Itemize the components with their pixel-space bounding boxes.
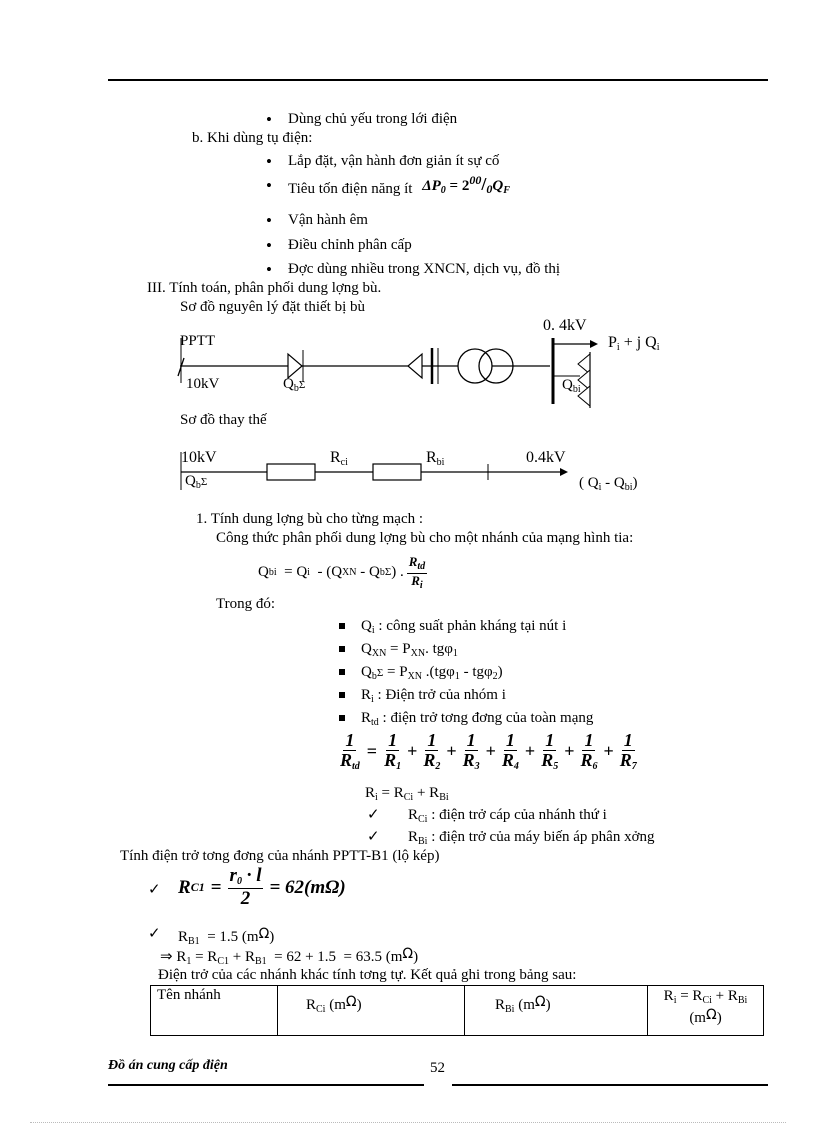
check-icon: ✓ — [148, 880, 161, 898]
bullet-quiet: • Vận hành êm — [288, 212, 368, 229]
footer-title: Đồ án cung cấp điện — [108, 1058, 228, 1073]
equiv-10kv-label: 10kV — [181, 449, 217, 466]
schema-title: Sơ đồ nguyên lý đặt thiết bị bù — [180, 299, 366, 315]
bullet-stepwise: • Điều chỉnh phân cấp — [288, 237, 412, 254]
results-table — [150, 985, 764, 1036]
check-icon: ✓ — [367, 805, 380, 823]
schema-qbi-label: $Q_{bi}$ — [562, 377, 581, 395]
rc1-formula: R C1 = $\frac{r_0 \cdot l}{2}$ = 62(mΩ) — [178, 865, 346, 909]
bullet-widely-used: • Đợc dùng nhiều trong XNCN, dịch vụ, đồ thị — [288, 261, 560, 278]
header-rule — [108, 79, 768, 81]
section-b-heading: b. Khi dùng tụ điện: — [192, 130, 313, 146]
schema-load-label: $P_i + j$ $Q_i$ — [608, 334, 660, 353]
rtd-reciprocal-formula: $\frac{1}{R_{td}}$ = $\frac{1}{R_1}$ + $\frac{1}{R_2}$ + $\frac{1}{R_3}$ + $\frac{1}{R_4}$ + $\frac{1}{R_5}$ + $\frac{1}{R_6}$ + $\frac{1}{R_7}$ — [340, 730, 637, 772]
header-rbi: $R_{Bi}$ (mΩ) — [465, 986, 648, 1036]
rb1-value: $R_{B1} = 1.5$ (mΩ) — [178, 926, 275, 947]
r1-result: ⇒ $R_1 = R_{C1} + R_{B1} = 62 + 1.5 = 63.5$ (mΩ) — [160, 946, 419, 967]
rbi-definition: $R_{Bi}$ : điện trở của máy biến áp phân xởng — [408, 829, 655, 847]
equiv-output-label: ( $Q_i - Q_{bi}$) — [579, 475, 638, 493]
table-header-row — [151, 986, 764, 1036]
bullet-install: • Lắp đặt, vận hành đơn giản ít sự cố — [288, 153, 499, 170]
equiv-rbi-label: $R_{bi}$ — [426, 449, 445, 468]
footer-rule-right — [452, 1084, 768, 1086]
equiv-qb-label: $Q_b\Sigma$ — [185, 473, 208, 491]
section-iii-heading: III. Tính toán, phân phối dung lợng bù. — [147, 280, 382, 296]
def-qi: $Q_i$ : công suất phản kháng tại nút i — [361, 618, 567, 636]
schema-pptt-label: PPTT — [180, 333, 216, 349]
header-branch-name: Tên nhánh — [151, 986, 278, 1036]
rci-definition: $R_{Ci}$ : điện trở cáp của nhánh thứ i — [408, 807, 607, 825]
schema-10kv-label: 10kV — [186, 376, 220, 392]
def-qbsigma: $Q_b\Sigma = P_{XN}$ .(tgφ$_1$ - tgφ$_2$) — [361, 664, 503, 682]
bullet-main-use: • Dùng chủ yếu trong lới điện — [288, 111, 457, 128]
implies-arrow-icon: ⇒ — [160, 947, 173, 965]
def-rtd: $R_{td}$ : điện trở tơng đơng của toàn mạng — [361, 710, 594, 728]
bullet-energy: • Tiêu tốn điện năng ít $\Delta P_0 = 2^{00}/_0Q_F$ — [288, 177, 510, 200]
qbi-formula: Q bi = Q i - (Q XN - Q b Σ ) . $\frac{R_{td}}{R_i}$ — [258, 554, 426, 591]
def-ri: $R_i$ : Điện trở của nhóm i — [361, 687, 506, 705]
delta-p-formula: $\Delta P_0 = 2^{00}/_0Q_F$ — [422, 173, 510, 196]
header-ri: $R_i = R_{Ci} + R_{Bi}$ (mΩ) — [648, 986, 764, 1036]
schema-qb-label: $Q_b\Sigma$ — [283, 376, 306, 394]
equiv-rci-label: $R_{ci}$ — [330, 449, 348, 468]
item-1-heading: 1. Tính dung lợng bù cho từng mạch : — [196, 511, 424, 527]
schema-04kv-label: 0. 4kV — [543, 317, 587, 334]
table-intro: Điện trở của các nhánh khác tính tơng tự. Kết quả ghi trong bảng sau: — [158, 967, 577, 983]
footer-rule-left — [108, 1084, 424, 1086]
equivalent-title: Sơ đồ thay thế — [180, 412, 267, 428]
def-qxn: $Q_{XN} = P_{XN}$. tgφ$_1$ — [361, 641, 458, 659]
page-number: 52 — [430, 1060, 445, 1076]
ri-sum-formula: $R_i = R_{Ci} + R_{Bi}$ — [365, 785, 449, 803]
trong-do-label: Trong đó: — [216, 596, 276, 612]
check-icon: ✓ — [148, 924, 161, 942]
equiv-04kv-label: 0.4kV — [526, 449, 566, 466]
item-1-formula-intro: Công thức phân phối dung lợng bù cho một nhánh của mạng hình tia: — [216, 530, 634, 546]
header-rci: $R_{Ci}$ (mΩ) — [278, 986, 465, 1036]
calc-title: Tính điện trở tơng đơng của nhánh PPTT-B1 (lộ kép) — [120, 848, 440, 864]
check-icon: ✓ — [367, 827, 380, 845]
